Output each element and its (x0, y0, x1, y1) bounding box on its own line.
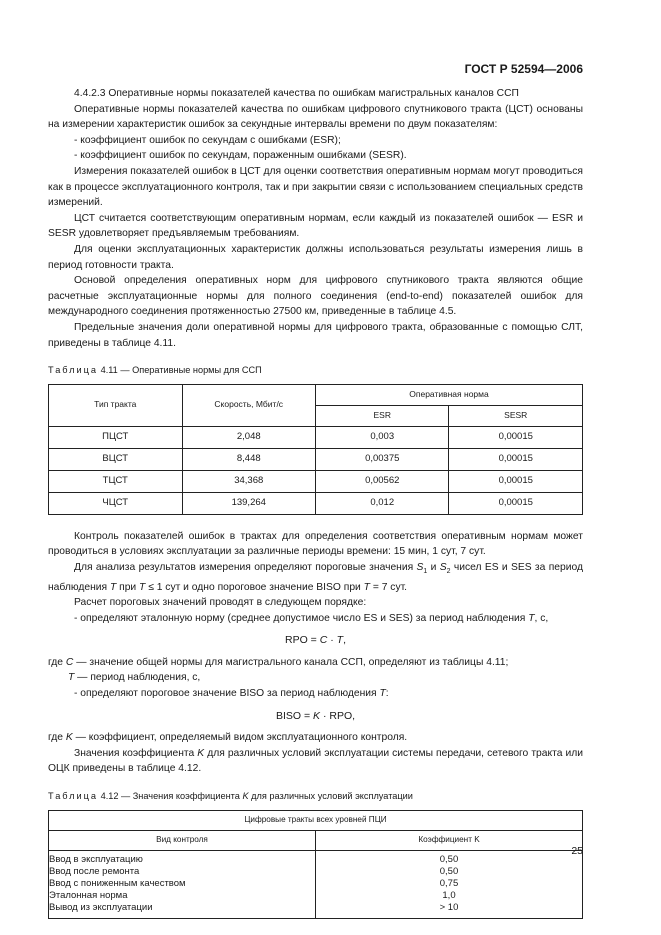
formula-rpo: RPO = C · T, (284, 634, 346, 647)
table-row (49, 470, 583, 492)
table-caption-label: Таблица (48, 365, 99, 376)
formula-biso: BISO = K · RPO, (275, 709, 356, 722)
section-heading: 4.4.2.3 Оперативные нормы показателей качества по ошибкам магистральных каналов ССП (74, 88, 519, 99)
list-item: - определяют пороговое значение BISO за период наблюдения T: (48, 686, 583, 702)
paragraph: Значения коэффициента K для различных условий эксплуатации системы передачи, сетевого тракта или ОЦК приведены в таблице 4.12. (48, 747, 583, 775)
paragraph: Основой определения оперативных норм для цифрового спутникового тракта являются общие расчетные эксплуатационные нормы для полного соединения (end-to-end) показателей ошибок для международного соединения протяженностью 27500 км, приведенные в таблице 4.5. (48, 275, 583, 318)
list-item: - коэффициент ошибок по секундам с ошибками (ESR); (48, 133, 583, 149)
formula-explanation: где K — коэффициент, определяемый видом эксплуатационного контроля. (48, 732, 408, 744)
list-item: - коэффициент ошибок по секундам, пораженным ошибками (SESR). (48, 148, 583, 164)
table-cell: 0,50 0,50 0,75 1,0 > 10 (316, 850, 583, 918)
table-cell: 0,003 (316, 426, 449, 448)
table-cell: ТЦСТ (49, 470, 183, 492)
table-cell: Ввод в эксплуатацию Ввод после ремонта Ввод с пониженным качеством Эталонная норма Вывод из эксплуатации (49, 850, 316, 918)
table-cell: 0,00015 (449, 448, 583, 470)
table-caption-label: Таблица (48, 791, 99, 802)
norms-table (48, 384, 583, 515)
table-cell: 8,448 (182, 448, 316, 470)
formula-explanation: где C — значение общей нормы для магистрального канала ССП, определяют из таблицы 4.11; (48, 656, 509, 668)
table-cell: 0,00375 (316, 448, 449, 470)
table-row (49, 426, 583, 448)
table-cell: 0,00015 (449, 492, 583, 514)
table-cell: ПЦСТ (49, 426, 183, 448)
column-header: SESR (449, 405, 583, 426)
column-header: Тип тракта (49, 384, 183, 426)
table-row (49, 448, 583, 470)
column-header: ESR (316, 405, 449, 426)
table-cell: 0,00015 (449, 470, 583, 492)
paragraph: Оперативные нормы показателей качества по ошибкам цифрового спутникового тракта (ЦСТ) основаны на измерении характеристик ошибок за секундные интервалы времени по двум показателям: (48, 103, 583, 131)
paragraph: Предельные значения доли оперативной нормы для цифрового тракта, образованные с помощью СЛТ, приведены в таблице 4.11. (48, 321, 583, 349)
paragraph: Измерения показателей ошибок в ЦСТ для оценки соответствия оперативным нормам могут проводиться как в процессе эксплуатационного контроля, так и при закрытии связи с использованием специальных средств измерений. (48, 165, 583, 209)
column-header: Скорость, Мбит/с (182, 384, 316, 426)
page-content (48, 86, 583, 919)
table-cell: 2,048 (182, 426, 316, 448)
table-row (49, 850, 583, 918)
table-row (49, 492, 583, 514)
document-id: ГОСТ Р 52594—2006 (464, 62, 583, 76)
table-caption-text: 4.11 — Оперативные нормы для ССП (98, 365, 262, 376)
formula-explanation: T — период наблюдения, с, (68, 672, 201, 684)
column-header: Коэффициент K (316, 830, 583, 850)
paragraph: Расчет пороговых значений проводят в следующем порядке: (74, 597, 367, 609)
paragraph: Для анализа результатов измерения определяют пороговые значения $S_1$ и $S_2$ чисел ES и SES за период наблюдения T при T ≤ 1 сут и одно пороговое значение BISO при T = 7 сут. (48, 561, 583, 593)
paragraph: Для оценки эксплуатационных характеристик должны использоваться результаты измерения лишь в период готовности тракта. (48, 243, 583, 271)
column-header: Вид контроля (49, 830, 316, 850)
table-caption: Таблица 4.12 — Значения коэффициента K для различных условий эксплуатации (48, 791, 413, 802)
table-cell: 34,368 (182, 470, 316, 492)
paragraph: Контроль показателей ошибок в трактах для определения соответствия оперативным нормам может проводиться в условиях эксплуатации за различные периоды времени: 15 мин, 1 сут, 7 сут. (48, 530, 583, 558)
table-cell: 0,012 (316, 492, 449, 514)
coefficient-table (48, 810, 583, 919)
page-number: 25 (571, 845, 583, 857)
table-cell: 139,264 (182, 492, 316, 514)
column-group-header: Цифровые тракты всех уровней ПЦИ (49, 810, 583, 830)
table-cell: ЧЦСТ (49, 492, 183, 514)
table-cell: 0,00015 (449, 426, 583, 448)
table-cell: 0,00562 (316, 470, 449, 492)
paragraph: ЦСТ считается соответствующим оперативным нормам, если каждый из показателей ошибок — ESR и SESR удовлетворяет предъявляемым требованиям. (48, 212, 583, 240)
column-group-header: Оперативная норма (316, 384, 583, 405)
list-item: - определяют эталонную норму (среднее допустимое число ES и SES) за период наблюдения T, с, (48, 611, 583, 627)
table-caption (48, 363, 583, 379)
table-cell: ВЦСТ (49, 448, 183, 470)
